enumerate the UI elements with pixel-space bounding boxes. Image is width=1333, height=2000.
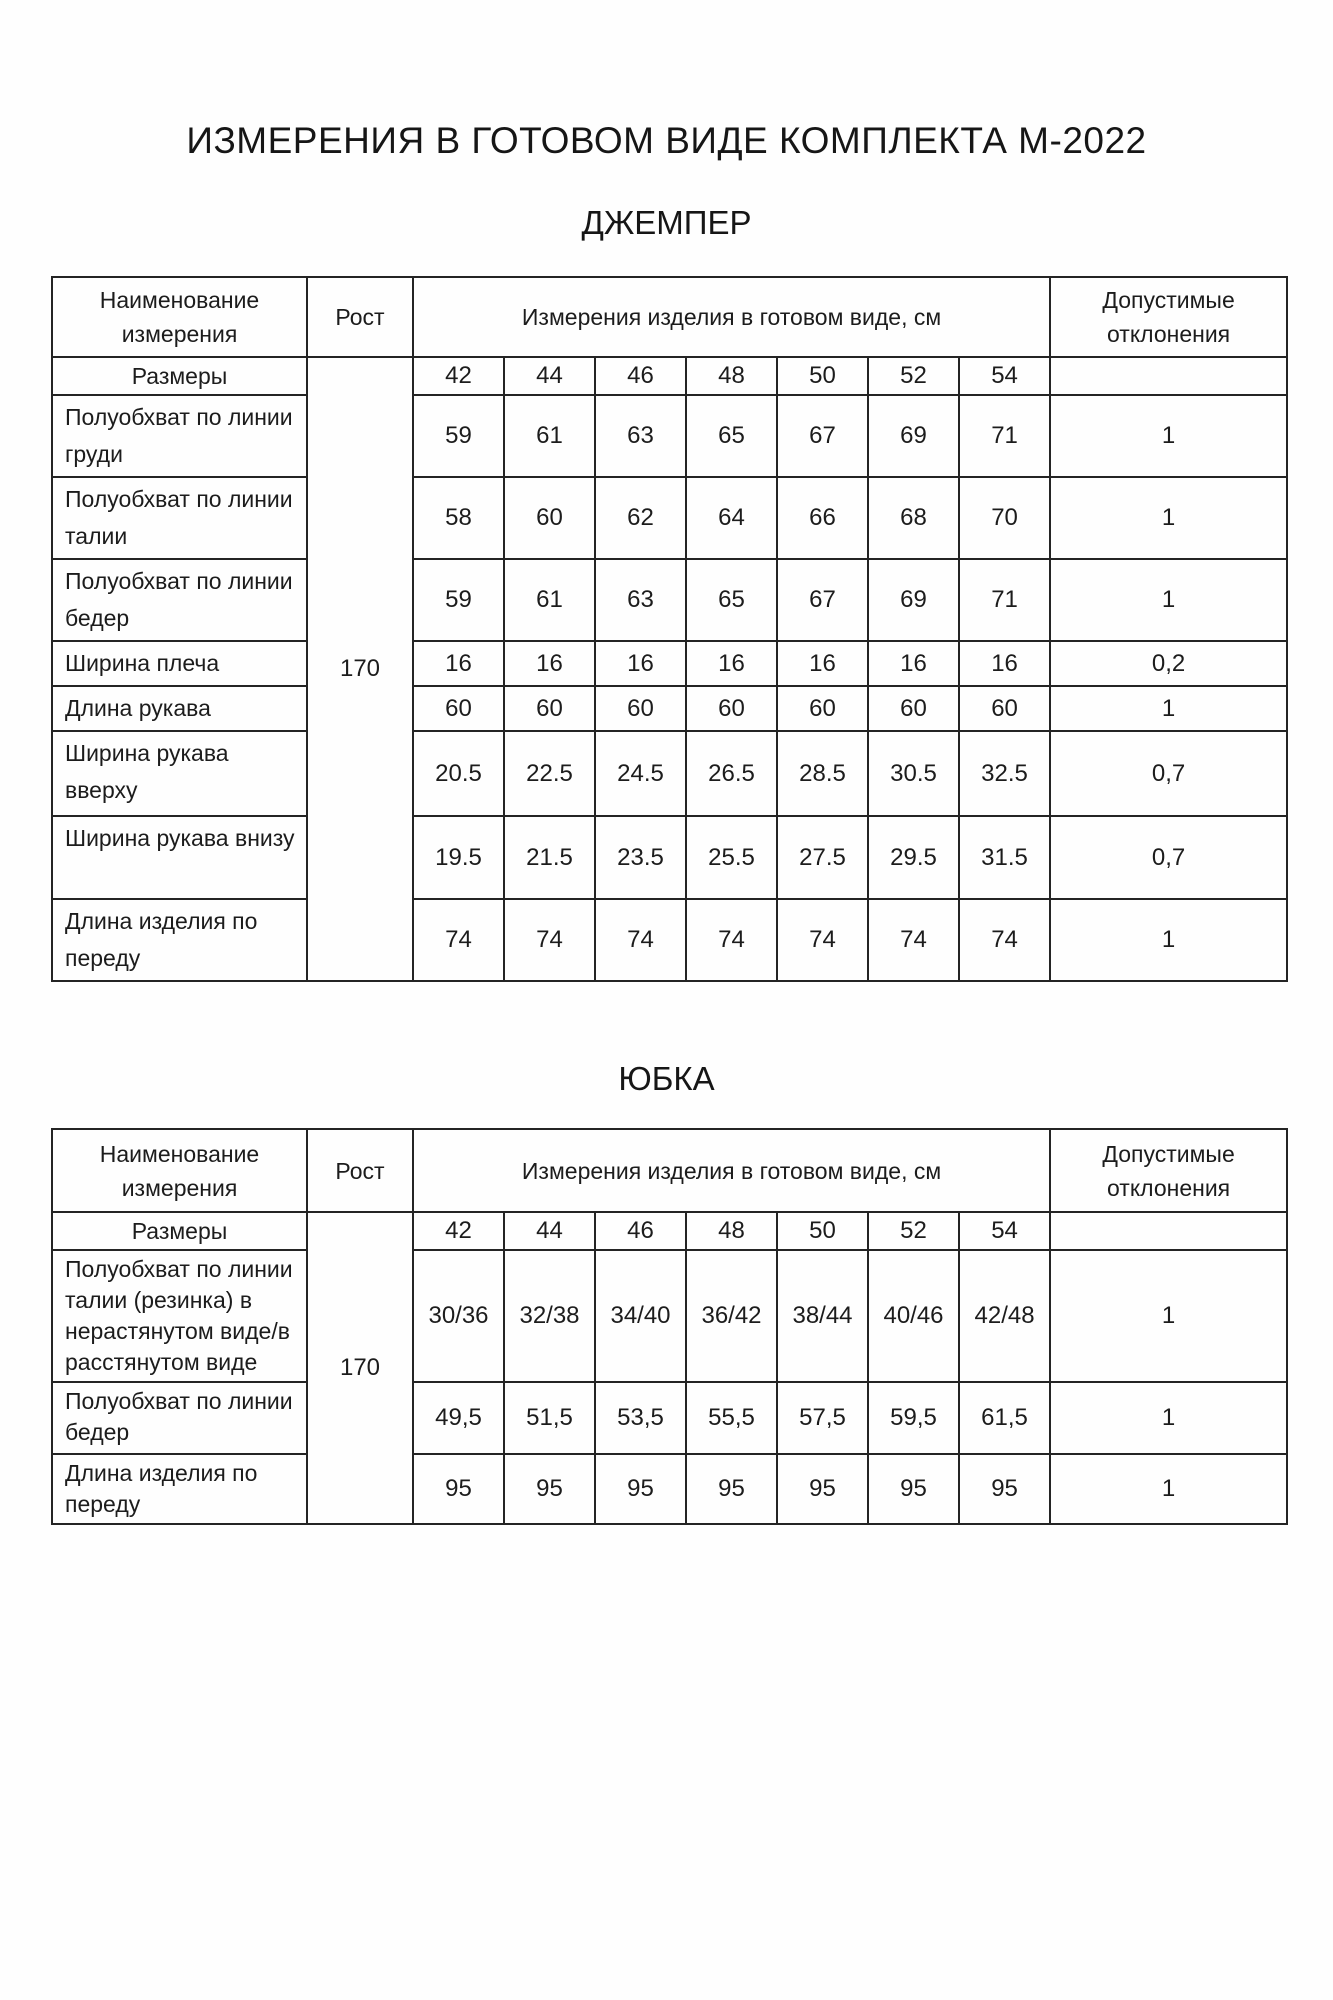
measurement-value-cell: 22.5	[504, 731, 595, 816]
measurement-value-cell: 16	[686, 641, 777, 686]
measurement-value-cell: 30.5	[868, 731, 959, 816]
measurement-value-cell: 68	[868, 477, 959, 559]
measurement-value-cell: 63	[595, 559, 686, 641]
measurement-value-cell: 74	[504, 899, 595, 981]
measurement-value-cell: 16	[504, 641, 595, 686]
jumper-sizes-label-cell: Размеры	[52, 357, 307, 395]
measurement-value-cell: 61,5	[959, 1382, 1050, 1454]
skirt-sizes-row	[52, 1212, 1287, 1250]
measurement-value-cell: 40/46	[868, 1250, 959, 1382]
jumper-header-measurements: Измерения изделия в готовом виде, см	[413, 277, 1050, 357]
measurement-value-cell: 26.5	[686, 731, 777, 816]
measurement-value-cell: 32/38	[504, 1250, 595, 1382]
measurement-value-cell: 25.5	[686, 816, 777, 899]
skirt-measurement-row	[52, 1454, 1287, 1524]
measurement-label-cell: Длина рукава	[52, 686, 307, 731]
tolerance-value-cell: 1	[1050, 686, 1287, 731]
tolerance-value-cell: 1	[1050, 1454, 1287, 1524]
measurement-value-cell: 34/40	[595, 1250, 686, 1382]
measurement-value-cell: 69	[868, 395, 959, 477]
skirt-size-cell: 52	[868, 1212, 959, 1250]
measurement-value-cell: 62	[595, 477, 686, 559]
measurement-value-cell: 95	[595, 1454, 686, 1524]
measurement-value-cell: 61	[504, 395, 595, 477]
tolerance-value-cell: 1	[1050, 559, 1287, 641]
measurement-label-cell: Длина изделия по переду	[52, 1454, 307, 1524]
skirt-size-cell: 46	[595, 1212, 686, 1250]
measurement-label-cell: Полуобхват по линии талии (резинка) в нерастянутом виде/в расстянутом виде	[52, 1250, 307, 1382]
measurement-value-cell: 60	[777, 686, 868, 731]
measurement-value-cell: 53,5	[595, 1382, 686, 1454]
jumper-size-cell: 50	[777, 357, 868, 395]
measurement-value-cell: 95	[686, 1454, 777, 1524]
measurement-value-cell: 95	[959, 1454, 1050, 1524]
measurement-value-cell: 38/44	[777, 1250, 868, 1382]
measurement-value-cell: 59	[413, 395, 504, 477]
skirt-size-cell: 48	[686, 1212, 777, 1250]
jumper-measurement-row	[52, 899, 1287, 981]
measurement-value-cell: 60	[959, 686, 1050, 731]
measurement-value-cell: 95	[777, 1454, 868, 1524]
jumper-size-table	[51, 276, 1288, 982]
measurement-value-cell: 74	[595, 899, 686, 981]
jumper-header-height: Рост	[307, 277, 413, 357]
measurement-value-cell: 60	[413, 686, 504, 731]
tolerance-value-cell: 0,7	[1050, 731, 1287, 816]
tolerance-value-cell: 1	[1050, 899, 1287, 981]
measurement-value-cell: 60	[868, 686, 959, 731]
measurement-value-cell: 71	[959, 395, 1050, 477]
measurement-value-cell: 16	[959, 641, 1050, 686]
measurement-value-cell: 74	[413, 899, 504, 981]
measurement-value-cell: 74	[777, 899, 868, 981]
measurement-value-cell: 28.5	[777, 731, 868, 816]
measurement-value-cell: 59	[413, 559, 504, 641]
measurement-value-cell: 55,5	[686, 1382, 777, 1454]
skirt-header-height: Рост	[307, 1129, 413, 1212]
measurement-value-cell: 60	[686, 686, 777, 731]
measurement-label-cell: Полуобхват по линии бедер	[52, 1382, 307, 1454]
tolerance-value-cell: 1	[1050, 477, 1287, 559]
jumper-header-name: Наименование измерения	[52, 277, 307, 357]
measurement-value-cell: 58	[413, 477, 504, 559]
skirt-header-measurements: Измерения изделия в готовом виде, см	[413, 1129, 1050, 1212]
tolerance-value-cell: 1	[1050, 1382, 1287, 1454]
measurement-value-cell: 74	[959, 899, 1050, 981]
measurement-value-cell: 59,5	[868, 1382, 959, 1454]
page-title: ИЗМЕРЕНИЯ В ГОТОВОМ ВИДЕ КОМПЛЕКТА М-2022	[186, 120, 1147, 161]
measurement-value-cell: 31.5	[959, 816, 1050, 899]
jumper-size-cell: 44	[504, 357, 595, 395]
measurement-label-cell: Ширина плеча	[52, 641, 307, 686]
measurement-value-cell: 74	[868, 899, 959, 981]
measurement-value-cell: 64	[686, 477, 777, 559]
jumper-height-value-cell: 170	[307, 357, 413, 981]
measurement-value-cell: 16	[595, 641, 686, 686]
measurement-value-cell: 69	[868, 559, 959, 641]
measurement-value-cell: 23.5	[595, 816, 686, 899]
measurement-label-cell: Длина изделия по переду	[52, 899, 307, 981]
measurement-value-cell: 32.5	[959, 731, 1050, 816]
jumper-measurement-row	[52, 559, 1287, 641]
jumper-measurement-row	[52, 641, 1287, 686]
skirt-size-cell: 50	[777, 1212, 868, 1250]
skirt-header-name: Наименование измерения	[52, 1129, 307, 1212]
jumper-size-cell: 42	[413, 357, 504, 395]
jumper-measurement-row	[52, 816, 1287, 899]
jumper-sizes-row	[52, 357, 1287, 395]
measurement-value-cell: 66	[777, 477, 868, 559]
tolerance-value-cell: 0,2	[1050, 641, 1287, 686]
skirt-size-cell: 42	[413, 1212, 504, 1250]
measurement-value-cell: 67	[777, 559, 868, 641]
measurement-value-cell: 24.5	[595, 731, 686, 816]
jumper-measurement-row	[52, 395, 1287, 477]
measurement-value-cell: 60	[504, 686, 595, 731]
jumper-size-cell: 54	[959, 357, 1050, 395]
measurement-value-cell: 19.5	[413, 816, 504, 899]
jumper-measurement-row	[52, 731, 1287, 816]
measurement-value-cell: 20.5	[413, 731, 504, 816]
measurement-value-cell: 51,5	[504, 1382, 595, 1454]
measurement-label-cell: Ширина рукава внизу	[52, 816, 307, 899]
jumper-header-tolerance: Допустимые отклонения	[1050, 277, 1287, 357]
skirt-measurement-row	[52, 1250, 1287, 1382]
tolerance-value-cell: 1	[1050, 395, 1287, 477]
skirt-heading: ЮБКА	[618, 1060, 715, 1097]
skirt-size-cell: 54	[959, 1212, 1050, 1250]
skirt-sizes-label-cell: Размеры	[52, 1212, 307, 1250]
measurement-value-cell: 42/48	[959, 1250, 1050, 1382]
measurement-value-cell: 61	[504, 559, 595, 641]
jumper-heading: ДЖЕМПЕР	[581, 204, 752, 241]
skirt-height-value-cell: 170	[307, 1212, 413, 1524]
skirt-measurement-row	[52, 1382, 1287, 1454]
measurement-value-cell: 74	[686, 899, 777, 981]
measurement-value-cell: 49,5	[413, 1382, 504, 1454]
measurement-value-cell: 29.5	[868, 816, 959, 899]
measurement-value-cell: 65	[686, 559, 777, 641]
tolerance-value-cell: 0,7	[1050, 816, 1287, 899]
skirt-size-cell: 44	[504, 1212, 595, 1250]
measurement-value-cell: 65	[686, 395, 777, 477]
measurement-value-cell: 60	[595, 686, 686, 731]
jumper-tolerance-empty-cell	[1050, 357, 1287, 395]
jumper-header-row	[52, 277, 1287, 357]
tolerance-value-cell: 1	[1050, 1250, 1287, 1382]
measurement-value-cell: 16	[777, 641, 868, 686]
measurement-value-cell: 21.5	[504, 816, 595, 899]
skirt-tolerance-empty-cell	[1050, 1212, 1287, 1250]
measurement-value-cell: 63	[595, 395, 686, 477]
measurement-value-cell: 27.5	[777, 816, 868, 899]
measurement-value-cell: 60	[504, 477, 595, 559]
jumper-measurement-row	[52, 477, 1287, 559]
measurement-value-cell: 57,5	[777, 1382, 868, 1454]
jumper-size-cell: 52	[868, 357, 959, 395]
measurement-label-cell: Ширина рукава вверху	[52, 731, 307, 816]
jumper-size-cell: 48	[686, 357, 777, 395]
measurement-value-cell: 16	[868, 641, 959, 686]
measurement-value-cell: 36/42	[686, 1250, 777, 1382]
measurement-value-cell: 70	[959, 477, 1050, 559]
skirt-header-tolerance: Допустимые отклонения	[1050, 1129, 1287, 1212]
jumper-size-cell: 46	[595, 357, 686, 395]
measurement-value-cell: 95	[868, 1454, 959, 1524]
measurement-value-cell: 30/36	[413, 1250, 504, 1382]
measurement-value-cell: 71	[959, 559, 1050, 641]
skirt-header-row	[52, 1129, 1287, 1212]
measurement-value-cell: 95	[504, 1454, 595, 1524]
measurement-label-cell: Полуобхват по линии бедер	[52, 559, 307, 641]
measurement-label-cell: Полуобхват по линии груди	[52, 395, 307, 477]
skirt-size-table	[51, 1128, 1288, 1525]
measurement-value-cell: 95	[413, 1454, 504, 1524]
jumper-measurement-row	[52, 686, 1287, 731]
measurement-value-cell: 16	[413, 641, 504, 686]
measurement-value-cell: 67	[777, 395, 868, 477]
measurement-label-cell: Полуобхват по линии талии	[52, 477, 307, 559]
